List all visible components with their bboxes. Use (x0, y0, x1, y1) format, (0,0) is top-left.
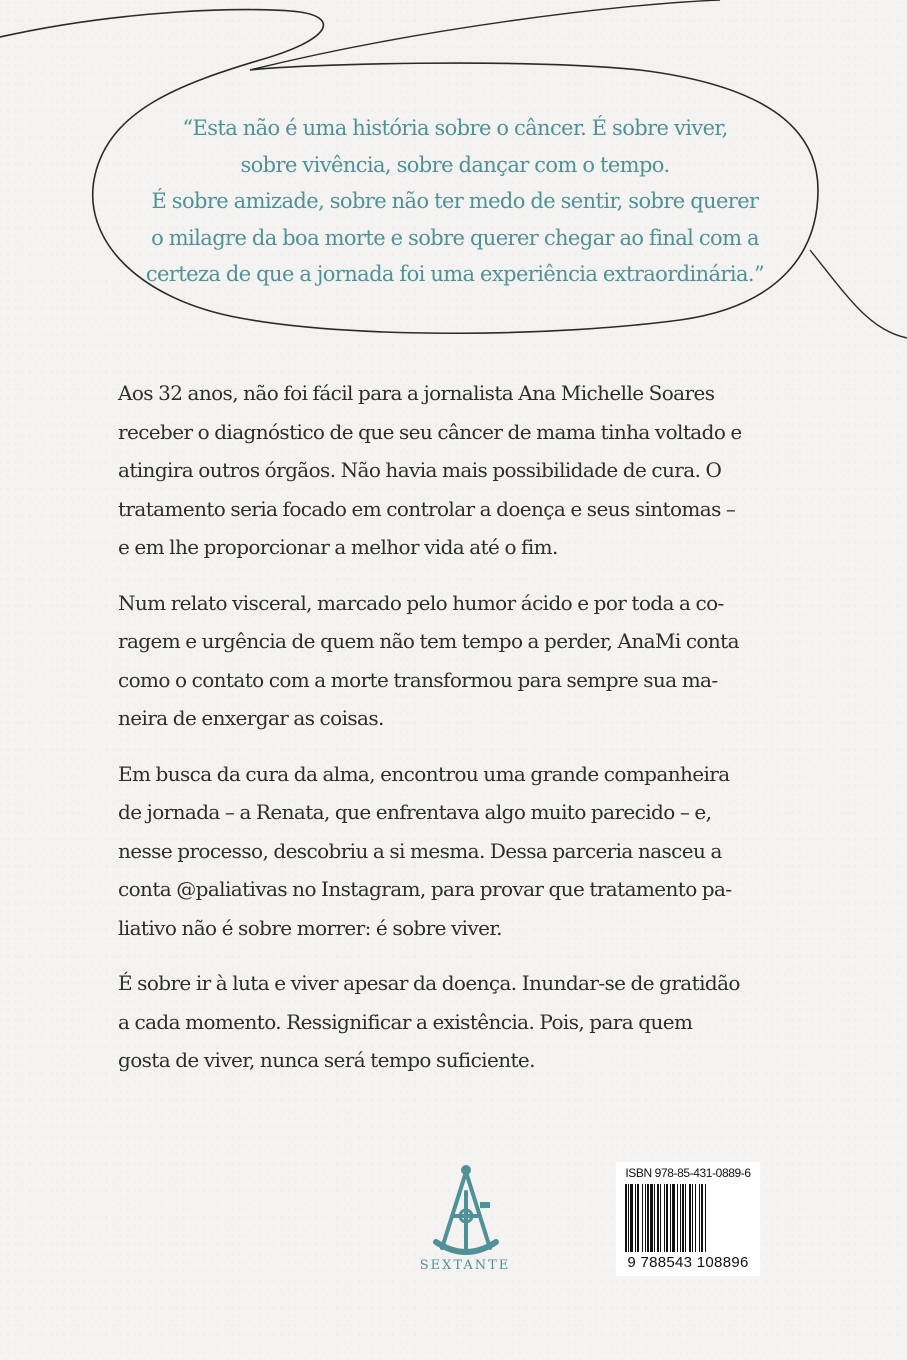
quote-line: certeza de que a jornada foi uma experiência extraordinária.” (145, 262, 765, 286)
synopsis (118, 374, 790, 1097)
text-line: atingira outros órgãos. Não havia mais possibilidade de cura. O (118, 458, 722, 482)
pull-quote (120, 110, 790, 293)
paragraph (118, 374, 790, 567)
text-line: Em busca da cura da alma, encontrou uma grande companheira (118, 761, 730, 786)
text-line: gosta de viver, nunca será tempo suficiente. (118, 1048, 535, 1072)
barcode-bars (623, 1184, 753, 1254)
quote-line: “Esta não é uma história sobre o câncer. É sobre viver, (182, 116, 728, 140)
quote-line: É sobre amizade, sobre não ter medo de sentir, sobre querer (151, 189, 759, 213)
isbn-label: ISBN 978-85-431-0889-6 (625, 1166, 751, 1180)
text-line: ragem e urgência de quem não tem tempo a perder, AnaMi conta (118, 629, 739, 653)
text-line: como o contato com a morte transformou para sempre sua ma- (118, 667, 718, 692)
text-line: É sobre ir à luta e viver apesar da doença. Inundar-se de gratidão (118, 971, 740, 995)
isbn-digits: 9 788543 108896 (627, 1254, 749, 1271)
text-line: tratamento seria focado em controlar a doença e seus sintomas – (118, 496, 736, 521)
text-line: conta @paliativas no Instagram, para provar que tratamento pa- (118, 877, 732, 901)
paragraph (118, 584, 790, 738)
quote-line: o milagre da boa morte e sobre querer chegar ao final com a (151, 225, 759, 250)
text-line: a cada momento. Ressignificar a existência. Pois, para quem (118, 1009, 693, 1034)
text-line: Aos 32 anos, não foi fácil para a jornalista Ana Michelle Soares (118, 381, 715, 405)
text-line: e em lhe proporcionar a melhor vida até o fim. (118, 535, 558, 559)
paragraph (118, 755, 790, 948)
paragraph (118, 964, 790, 1080)
text-line: neira de enxergar as coisas. (118, 706, 384, 730)
isbn-barcode (616, 1162, 760, 1276)
text-line: nesse processo, descobriu a si mesma. Dessa parceria nasceu a (118, 838, 722, 863)
text-line: de jornada – a Renata, que enfrentava algo muito parecido – e, (118, 800, 712, 824)
quote-line: sobre vivência, sobre dançar com o tempo. (240, 152, 670, 177)
text-line: liativo não é sobre morrer: é sobre viver. (118, 915, 502, 940)
publisher-name: SEXTANTE (419, 1258, 511, 1273)
text-line: receber o diagnóstico de que seu câncer de mama tinha voltado e (118, 419, 742, 444)
text-line: Num relato visceral, marcado pelo humor ácido e por toda a co- (118, 590, 724, 615)
